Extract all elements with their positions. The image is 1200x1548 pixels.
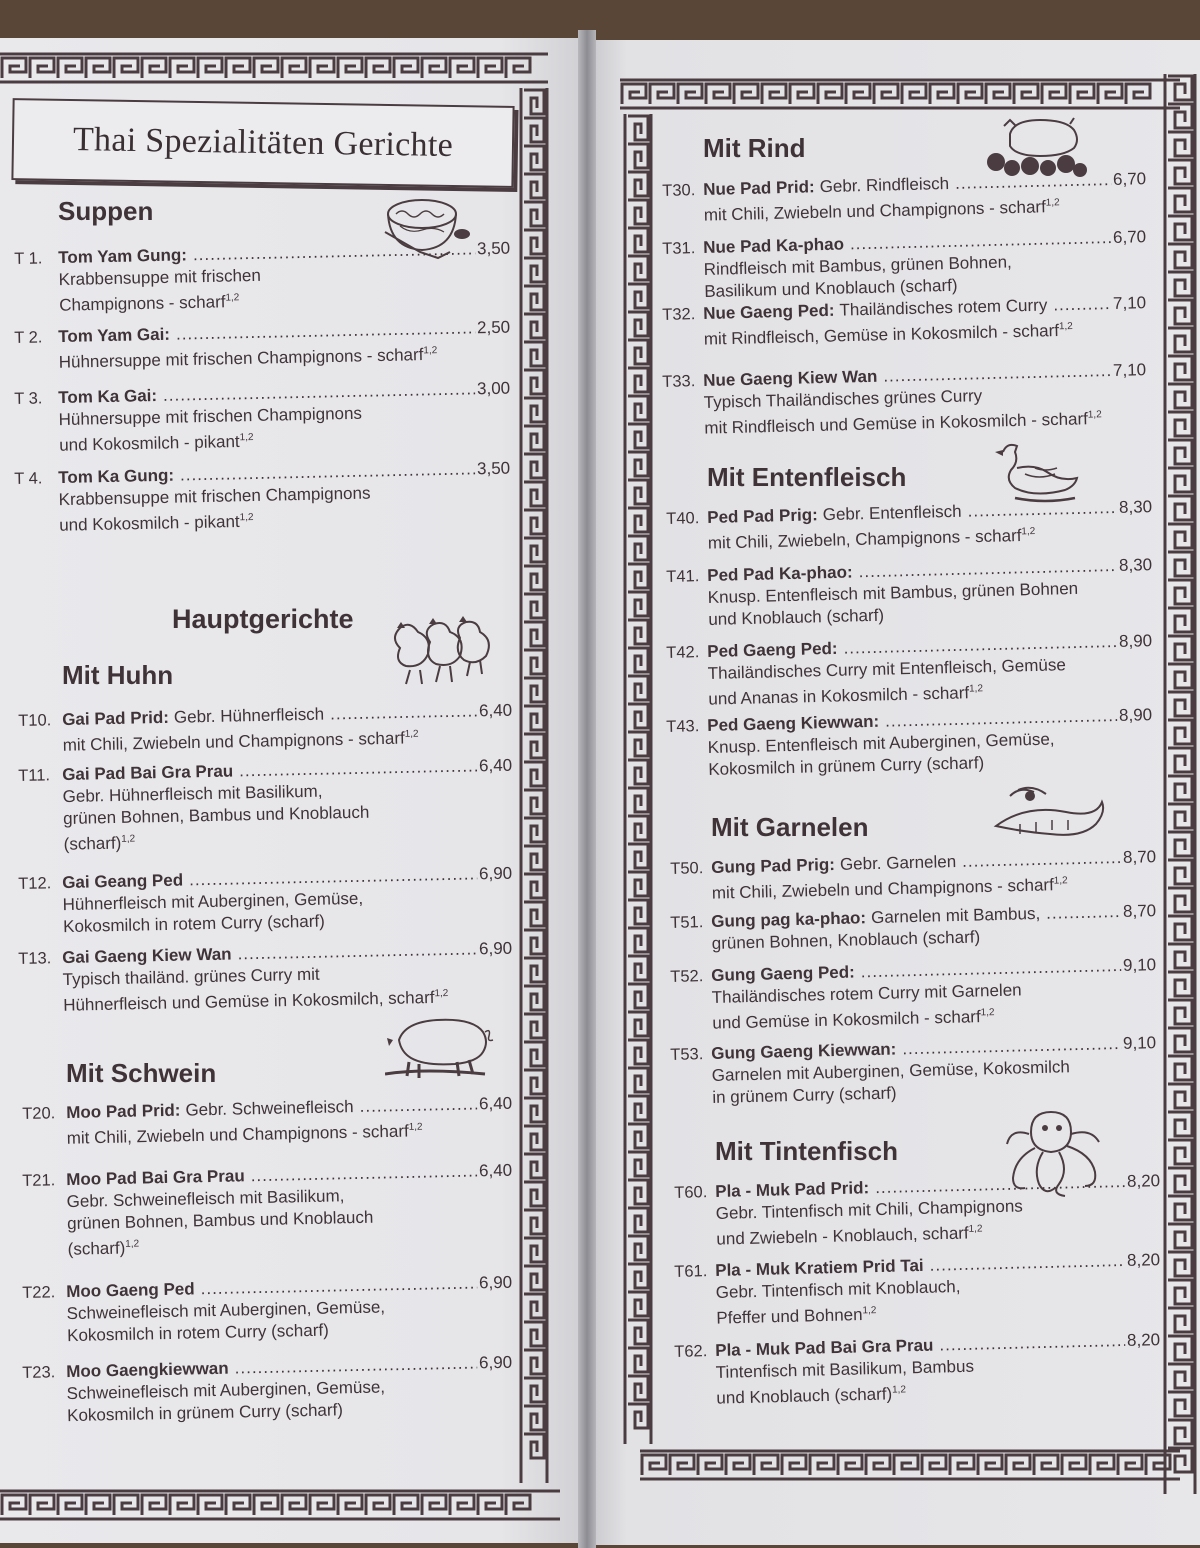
greek-key-border-right-bottom	[640, 1445, 1180, 1485]
menu-item-number: T 2.	[14, 328, 43, 347]
menu-item-number: T 4.	[14, 469, 43, 488]
menu-item-description-text: mit Chili, Zwiebeln, Champignons - scharf	[707, 525, 1022, 553]
menu-item-description-text: Typisch Thailändisches grünes Curry	[703, 386, 983, 412]
menu-item-name: Gai Gaeng Kiew Wan	[62, 944, 232, 968]
menu-item-description-text: mit Rindfleisch und Gemüse in Kokosmilch - scharf	[704, 409, 1089, 438]
menu-item-number: T31.	[662, 239, 696, 258]
allergen-footnote: 1,2	[404, 728, 419, 740]
dot-leader	[359, 1093, 477, 1117]
allergen-footnote: 1,2	[125, 1238, 140, 1250]
allergen-footnote: 1,2	[1021, 525, 1036, 538]
menu-item-price: 8,90	[1118, 705, 1153, 725]
menu-item-number: T20.	[22, 1104, 56, 1123]
menu-item-number: T21.	[22, 1171, 56, 1190]
menu-item-description-text: Gebr. Tintenfisch mit Knoblauch,	[715, 1277, 961, 1302]
menu-item-name: Moo Pad Bai Gra Prau	[66, 1166, 245, 1190]
menu-item-description-text: in grünem Curry (scharf)	[712, 1083, 897, 1107]
menu-item-description-text: Schweinefleisch mit Auberginen, Gemüse,	[66, 1297, 386, 1324]
menu-item-description-text: mit Chili, Zwiebeln und Champignons - scharf	[711, 875, 1055, 903]
menu-item-description-text: und Knoblauch (scharf)	[716, 1384, 893, 1408]
menu-item-description-inline: Garnelen mit Bambus,	[870, 903, 1041, 928]
menu-title: Thai Spezialitäten Gerichte	[72, 121, 454, 164]
greek-key-border-right-top	[620, 74, 1180, 114]
allergen-footnote: 1,2	[1053, 875, 1068, 887]
menu-item-name: Ped Gaeng Kiewwan:	[707, 711, 880, 735]
menu-item-description-text: Gebr. Tintenfisch mit Chili, Champignons	[715, 1196, 1024, 1223]
menu-item-name: Nue Gaeng Kiew Wan	[703, 366, 878, 390]
menu-item-description-text: Tintenfisch mit Basilikum, Bambus	[715, 1356, 975, 1382]
menu-item-description-inline: Gebr. Entenfleisch	[822, 501, 962, 525]
menu-item-price: 6,90	[478, 1352, 513, 1373]
menu-item-name: Tom Ka Gai:	[58, 386, 158, 408]
menu-item-number: T32.	[662, 305, 696, 324]
menu-item-description-text: mit Chili, Zwiebeln und Champignons - scharf	[703, 197, 1047, 225]
book-spine	[578, 30, 596, 1548]
menu-item-description-inline: Thailändisches rotem Curry	[839, 295, 1048, 320]
menu-item-number: T12.	[18, 874, 52, 893]
menu-item-number: T41.	[666, 567, 700, 586]
menu-item-description-text: Champignons - scharf	[59, 292, 226, 315]
menu-item-description-inline: Gebr. Rindfleisch	[819, 173, 950, 197]
section-heading-garnelen: Mit Garnelen	[711, 812, 869, 842]
greek-key-border-right-right	[1160, 74, 1200, 1494]
menu-item-description-text: Kokosmilch in grünem Curry (scharf)	[708, 753, 985, 779]
menu-item-description-inline: Gebr. Schweinefleisch	[185, 1097, 354, 1120]
allergen-footnote: 1,2	[862, 1305, 877, 1317]
section-heading-hauptgerichte: Hauptgerichte	[172, 604, 354, 634]
menu-item-name: Gung Gaeng Ped:	[711, 962, 855, 985]
menu-item-number: T53.	[670, 1045, 704, 1064]
menu-item-price: 8,20	[1126, 1330, 1161, 1350]
menu-item-name: Nue Pad Prid:	[703, 177, 815, 199]
menu-item-description-inline: Gebr. Hühnerfleisch	[173, 704, 325, 727]
menu-item-price: 8,30	[1118, 497, 1153, 517]
greek-key-border-left-top	[0, 48, 548, 88]
menu-item-number: T40.	[666, 509, 700, 528]
menu-item-price: 6,40	[478, 1160, 513, 1181]
allergen-footnote: 1,2	[434, 987, 449, 1000]
allergen-footnote: 1,2	[968, 1223, 983, 1235]
menu-item-number: T51.	[670, 913, 704, 932]
menu-item-description-text: Basilikum und Knoblauch (scharf)	[704, 275, 958, 301]
menu-item-number: T33.	[662, 372, 696, 391]
dot-leader	[1046, 901, 1121, 925]
menu-item-price: 6,90	[478, 1272, 513, 1293]
menu-item-name: Pla - Muk Kratiem Prid Tai	[715, 1255, 924, 1280]
menu-item-name: Gung pag ka-phao:	[711, 908, 867, 931]
menu-item-description-text: Knusp. Entenfleisch mit Bambus, grünen Bohnen	[707, 578, 1079, 607]
allergen-footnote: 1,2	[408, 1121, 423, 1133]
menu-item-description-text: (scharf)	[63, 833, 122, 854]
menu-item-price: 8,20	[1126, 1250, 1161, 1270]
allergen-footnote: 1,2	[239, 431, 254, 444]
menu-item-description-text: und Knoblauch (scharf)	[708, 605, 885, 629]
allergen-footnote: 1,2	[1058, 320, 1073, 333]
menu-item-name: Ped Pad Prig:	[707, 505, 818, 527]
menu-item-number: T23.	[22, 1363, 56, 1382]
menu-item-price: 6,40	[478, 755, 513, 776]
menu-item-description-text: Typisch thailänd. grünes Curry mit	[62, 964, 320, 990]
dot-leader	[939, 1330, 1125, 1357]
menu-item-name: Pla - Muk Pad Bai Gra Prau	[715, 1335, 934, 1360]
menu-item-name: Moo Pad Prid:	[66, 1100, 181, 1123]
allergen-footnote: 1,2	[225, 292, 240, 304]
menu-item-price: 9,10	[1122, 955, 1157, 975]
menu-item-description-text: mit Chili, Zwiebeln und Champignons - scharf	[62, 728, 405, 755]
menu-item-description-text: mit Rindfleisch, Gemüse in Kokosmilch - scharf	[703, 320, 1060, 349]
menu-item-price: 7,10	[1112, 360, 1147, 380]
menu-item-description-text: Garnelen mit Auberginen, Gemüse, Kokosmilch	[711, 1057, 1071, 1085]
menu-item-description-text: Kokosmilch in grünem Curry (scharf)	[66, 1400, 344, 1426]
menu-item-name: Gai Geang Ped	[62, 870, 184, 893]
menu-item-description-text: (scharf)	[67, 1238, 126, 1259]
menu-item-price: 6,70	[1112, 169, 1147, 189]
menu-item-name: Ped Gaeng Ped:	[707, 638, 838, 661]
menu-item-price: 8,20	[1126, 1171, 1161, 1191]
menu-item-price: 6,90	[478, 938, 513, 959]
menu-item-description-text: Schweinefleisch mit Auberginen, Gemüse,	[66, 1377, 386, 1404]
menu-item-price: 6,40	[478, 1093, 513, 1114]
menu-item-price: 6,90	[478, 863, 513, 884]
menu-item-description-text: Thailändisches rotem Curry mit Garnelen	[711, 980, 1022, 1007]
menu-item-name: Gung Gaeng Kiewwan:	[711, 1039, 897, 1063]
menu-item-description-text: Krabbensuppe mit frischen Champignons	[58, 483, 371, 510]
menu-item-description-text: und Kokosmilch - pikant	[59, 431, 240, 455]
menu-item-description-text: Kokosmilch in rotem Curry (scharf)	[66, 1320, 329, 1346]
menu-item-number: T10.	[18, 711, 52, 730]
menu-item-description-text: Kokosmilch in rotem Curry (scharf)	[62, 911, 325, 937]
menu-item-number: T61.	[674, 1262, 708, 1281]
cow-icon	[982, 112, 1092, 184]
menu-item-description-text: Hühnerfleisch und Gemüse in Kokosmilch, scharf	[63, 987, 435, 1015]
menu-item-description-text: Thailändisches Curry mit Entenfleisch, Gemüse	[707, 655, 1067, 683]
menu-item-price: 3,00	[476, 378, 511, 399]
allergen-footnote: 1,2	[121, 833, 136, 845]
chickens-icon	[385, 608, 500, 690]
menu-item-description-text: Rindfleisch mit Bambus, grünen Bohnen,	[703, 252, 1012, 279]
menu-item-description-text: Hühnerfleisch mit Auberginen, Gemüse,	[62, 888, 364, 915]
menu-item-name: Moo Gaeng Ped	[66, 1279, 195, 1302]
menu-item-description-text: Krabbensuppe mit frischen	[58, 265, 262, 290]
menu-item-price: 8,70	[1122, 901, 1157, 921]
menu-item-price: 2,50	[476, 317, 511, 338]
menu-item-name: Moo Gaengkiewwan	[66, 1358, 229, 1382]
allergen-footnote: 1,2	[423, 345, 438, 357]
menu-item-price: 8,70	[1122, 847, 1157, 867]
menu-item-name: Tom Ka Gung:	[58, 465, 175, 488]
menu-item-description-text: und Zwiebeln - Knoblauch, scharf	[716, 1223, 969, 1249]
dot-leader	[330, 700, 477, 725]
menu-item-price: 8,90	[1118, 631, 1153, 651]
menu-item-number: T13.	[18, 949, 52, 968]
menu-item-description-text: und Ananas in Kokosmilch - scharf	[708, 683, 970, 709]
allergen-footnote: 1,2	[1087, 409, 1102, 421]
menu-item-description-text: mit Chili, Zwiebeln und Champignons - scharf	[66, 1121, 409, 1148]
menu-item-description-text: grünen Bohnen, Bambus und Knoblauch	[62, 802, 370, 829]
menu-item-description-inline: Gebr. Garnelen	[839, 852, 957, 874]
allergen-footnote: 1,2	[891, 1384, 907, 1396]
dot-leader	[962, 847, 1121, 873]
menu-item-name: Nue Gaeng Ped:	[703, 300, 835, 323]
menu-item-number: T43.	[666, 717, 700, 736]
menu-item-number: T 3.	[14, 389, 43, 408]
menu-item-number: T50.	[670, 859, 704, 878]
menu-item-number: T42.	[666, 643, 700, 662]
menu-item-description-text: grünen Bohnen, Bambus und Knoblauch	[66, 1207, 374, 1234]
octopus-icon	[1005, 1100, 1105, 1204]
menu-item-description-text: Hühnersuppe mit frischen Champignons	[58, 403, 363, 430]
soup-bowl-icon	[380, 186, 475, 266]
menu-item-price: 7,10	[1112, 293, 1147, 313]
menu-item-description-text: grünen Bohnen, Knoblauch (scharf)	[711, 927, 981, 953]
menu-item-name: Gung Pad Prig:	[711, 854, 836, 877]
menu-item-name: Pla - Muk Pad Prid:	[715, 1178, 870, 1201]
menu-item-description-text: Knusp. Entenfleisch mit Auberginen, Gemüse,	[707, 729, 1055, 757]
menu-item-price: 3,50	[476, 458, 511, 479]
shrimp-icon	[990, 784, 1110, 844]
menu-item-number: T62.	[674, 1342, 708, 1361]
greek-key-border-right-left	[620, 114, 656, 1444]
allergen-footnote: 1,2	[239, 511, 254, 524]
menu-item-number: T30.	[662, 181, 696, 200]
menu-item-price: 9,10	[1122, 1033, 1157, 1053]
section-heading-suppen: Suppen	[58, 196, 154, 226]
menu-item-number: T11.	[18, 766, 51, 785]
menu-item-description-text: Hühnersuppe mit frischen Champignons - scharf	[58, 345, 424, 372]
section-heading-rind: Mit Rind	[703, 133, 806, 163]
menu-item-number: T 1.	[14, 249, 43, 268]
menu-item-name: Gai Pad Prid:	[62, 707, 170, 730]
section-heading-tintenfisch: Mit Tintenfisch	[715, 1136, 898, 1166]
allergen-footnote: 1,2	[1045, 197, 1060, 209]
menu-item-name: Nue Pad Ka-phao	[703, 234, 845, 257]
menu-item-name: Tom Yam Gung:	[58, 245, 188, 268]
menu-item-name: Ped Pad Ka-phao:	[707, 562, 853, 585]
section-heading-schwein: Mit Schwein	[66, 1058, 217, 1088]
menu-item-description-text: Gebr. Hühnerfleisch mit Basilikum,	[62, 781, 323, 807]
menu-item-price: 8,30	[1118, 555, 1153, 575]
menu-item-price: 6,40	[478, 700, 513, 721]
section-heading-ente: Mit Entenfleisch	[707, 462, 907, 492]
menu-item-description-text: Pfeffer und Bohnen	[716, 1305, 863, 1328]
menu-item-number: T60.	[674, 1183, 708, 1202]
menu-item-description-text: und Kokosmilch - pikant	[59, 511, 240, 535]
dot-leader	[1053, 293, 1111, 316]
menu-title-box	[11, 98, 514, 188]
menu-item-name: Gai Pad Bai Gra Prau	[62, 761, 234, 785]
pig-icon	[385, 1010, 495, 1082]
menu-item-price: 6,70	[1112, 227, 1147, 247]
greek-key-border-left-right	[516, 88, 552, 1483]
duck-icon	[995, 438, 1085, 506]
menu-item-number: T52.	[670, 967, 704, 986]
menu-item-description-text: und Gemüse in Kokosmilch - scharf	[712, 1007, 981, 1033]
greek-key-border-left-bottom	[0, 1485, 560, 1525]
allergen-footnote: 1,2	[968, 683, 984, 695]
menu-item-name: Tom Yam Gai:	[58, 324, 171, 347]
section-heading-huhn: Mit Huhn	[62, 660, 174, 690]
menu-item-description-text: Gebr. Schweinefleisch mit Basilikum,	[66, 1186, 345, 1212]
menu-item-number: T22.	[22, 1283, 56, 1302]
allergen-footnote: 1,2	[980, 1007, 995, 1019]
menu-item-price: 3,50	[476, 238, 511, 259]
